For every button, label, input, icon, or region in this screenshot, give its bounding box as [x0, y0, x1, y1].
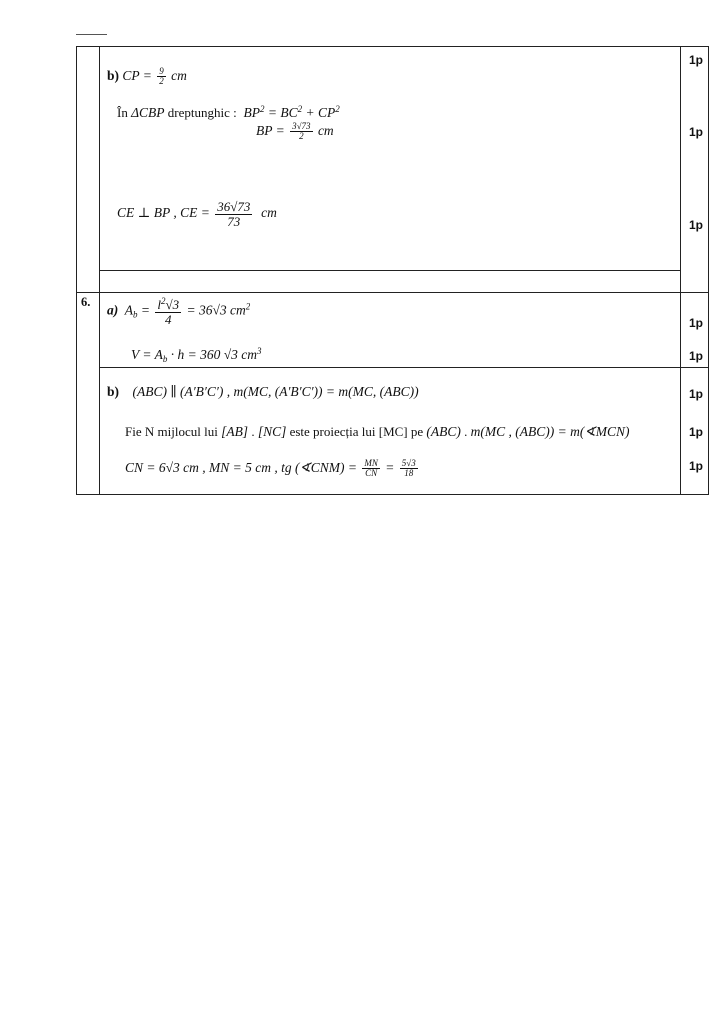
cn-f1-num: MN [364, 458, 378, 468]
cp-fraction [157, 67, 166, 87]
volume-lhs: V = A [131, 347, 163, 362]
area-num-exp: 2 [161, 296, 166, 306]
ce-unit: cm [261, 205, 277, 221]
grading-table [76, 46, 709, 495]
volume-exp: 3 [257, 346, 262, 356]
fie-line [125, 424, 629, 440]
triangle-name: ΔCBP [131, 105, 165, 120]
area-num-l: l [157, 297, 162, 312]
points-5b-3: 1p [689, 218, 704, 232]
points-6b-1: 1p [689, 387, 704, 401]
column-divider-points [680, 47, 681, 494]
fie-math-3: (ABC) [426, 424, 461, 439]
points-6b-3: 1p [689, 459, 704, 473]
bp-value-line [256, 122, 334, 142]
ce-line [117, 200, 277, 228]
triangle-suffix: dreptunghic : [164, 105, 237, 120]
ce-den: 73 [227, 213, 241, 229]
ce-lhs: CE ⊥ BP , CE = [117, 205, 210, 221]
cp-unit: cm [171, 68, 187, 84]
cn-f2-num: 5√3 [401, 458, 416, 468]
fie-text-2: . [248, 424, 258, 439]
pyth-exp2: 2 [297, 104, 303, 114]
problem-number-6: 6. [81, 295, 91, 309]
area-sub: b [133, 309, 138, 320]
area-eq: = [137, 302, 151, 318]
cn-line [125, 459, 420, 479]
points-6a-2: 1p [689, 349, 704, 363]
row-divider-6b [99, 367, 708, 368]
triangle-line [117, 104, 340, 121]
area-rhs: = 36√3 cm [186, 302, 246, 318]
bp-num: 3√73 [292, 121, 311, 131]
cn-fraction-1 [362, 459, 380, 479]
bp-unit: cm [317, 123, 334, 139]
pyth-cp: + CP [302, 105, 336, 120]
ce-fraction [215, 200, 252, 228]
area-num-rad: √3 [165, 297, 180, 312]
row-divider-6 [77, 292, 708, 293]
cp-num: 9 [159, 66, 164, 76]
area-lhs: A [124, 302, 134, 318]
fie-text-4: . [460, 424, 471, 439]
parallel-line [107, 384, 419, 400]
fie-math-1: [AB] [221, 424, 249, 439]
points-6b-2: 1p [689, 425, 704, 439]
parallel-statement: (ABC) ∥ (A′B′C′) , m(MC, (A′B′C′)) = m(MC, (ABC)) [132, 384, 419, 399]
area-den: 4 [165, 311, 172, 327]
cn-f1-den: CN [365, 468, 378, 479]
points-6a-1: 1p [689, 316, 704, 330]
cp-den: 2 [159, 76, 164, 87]
triangle-prefix: În [117, 105, 132, 120]
fie-text-3: este proiecția lui [MC] pe [286, 424, 427, 439]
fie-math-4: m(MC , (ABC)) = m(∢MCN) [470, 424, 630, 439]
pyth-bp: BP [243, 105, 260, 120]
cn-text: CN = 6√3 cm , MN = 5 cm , tg (∢CNM) = [125, 460, 358, 476]
area-num [155, 297, 181, 313]
cn-fraction-2 [400, 459, 418, 479]
bp-fraction [290, 122, 312, 142]
cn-f2-den: 18 [404, 468, 414, 479]
ce-num: 36√73 [217, 199, 251, 214]
label-b-6: b) [107, 384, 120, 399]
area-line [107, 297, 250, 326]
points-5b-2: 1p [689, 125, 704, 139]
volume-sub: b [162, 354, 168, 364]
fie-text-1: Fie N mijlocul lui [125, 424, 222, 439]
fie-math-2: [NC] [257, 424, 287, 439]
pyth-exp3: 2 [335, 104, 340, 114]
bp-den: 2 [299, 131, 304, 142]
cp-lhs: CP = [122, 68, 152, 84]
bp-lhs: BP = [256, 123, 285, 139]
row-divider-inner [99, 270, 680, 271]
volume-line [131, 346, 262, 364]
area-rhs-exp: 2 [245, 301, 251, 312]
volume-rest: · h = 360 √3 cm [167, 347, 258, 362]
cn-eq: = [385, 460, 395, 476]
pyth-exp1: 2 [259, 104, 265, 114]
cp-line [107, 67, 187, 87]
label-b: b) [107, 68, 120, 84]
label-a: a) [107, 302, 119, 318]
pyth-bc: = BC [264, 105, 298, 120]
header-rule [76, 34, 107, 35]
area-fraction [155, 297, 181, 326]
points-5b-1: 1p [689, 53, 704, 67]
